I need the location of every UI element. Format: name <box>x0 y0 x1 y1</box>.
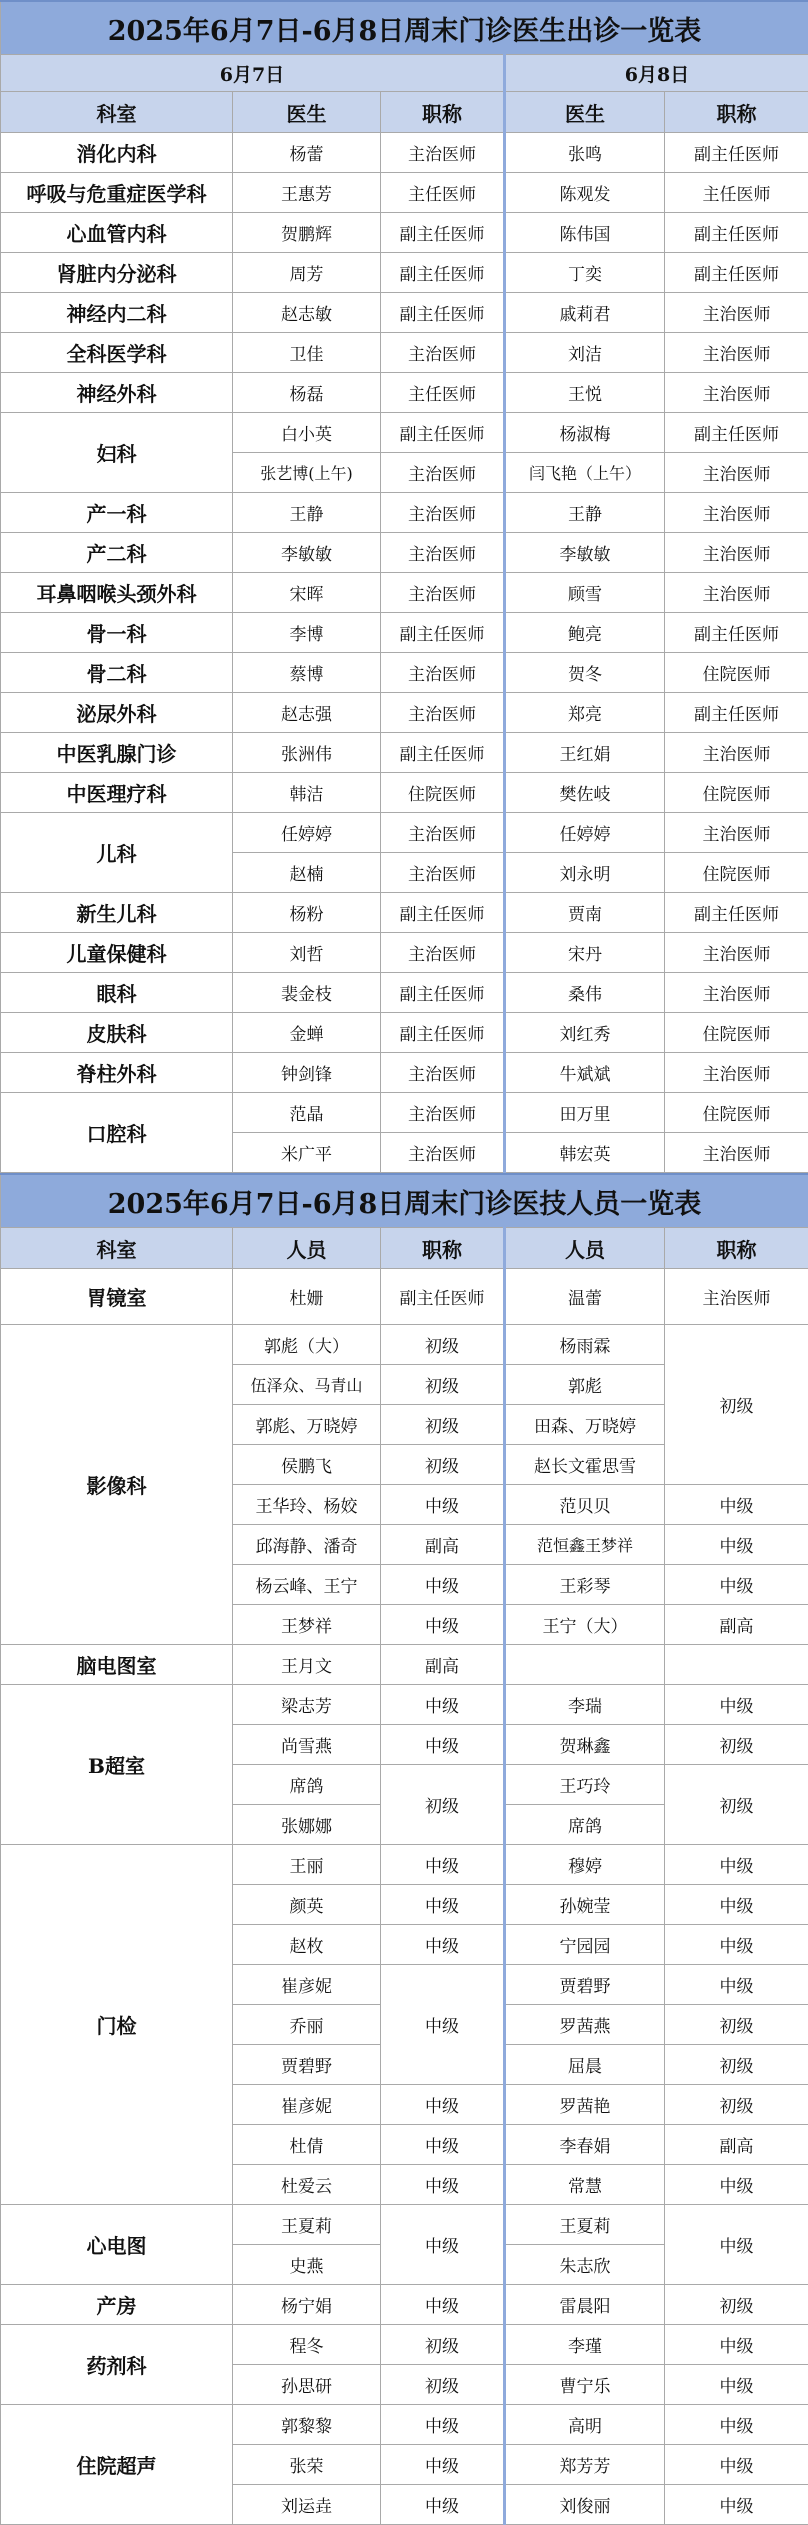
person-cell: 程冬 <box>233 2325 381 2365</box>
doctor-cell: 陈观发 <box>505 173 665 213</box>
person-cell: 王巧玲 <box>505 1765 665 1805</box>
title-cell: 中级 <box>381 1965 505 2085</box>
person-cell: 范贝贝 <box>505 1485 665 1525</box>
doctor-cell: 周芳 <box>233 253 381 293</box>
header-title: 职称 <box>381 1228 505 1269</box>
person-cell: 王丽 <box>233 1845 381 1885</box>
dept-cell: 影像科 <box>1 1325 233 1645</box>
doctor-cell: 张艺博(上午) <box>233 453 381 493</box>
person-cell: 邱海静、潘奇 <box>233 1525 381 1565</box>
doctor-cell: 王静 <box>505 493 665 533</box>
title-cell: 主治医师 <box>381 813 505 853</box>
title-cell: 主治医师 <box>381 133 505 173</box>
dept-cell: 呼吸与危重症医学科 <box>1 173 233 213</box>
title-cell: 初级 <box>381 1325 505 1365</box>
title-cell: 主治医师 <box>381 533 505 573</box>
person-cell: 乔丽 <box>233 2005 381 2045</box>
doctor-cell: 杨磊 <box>233 373 381 413</box>
person-cell: 席鸽 <box>233 1765 381 1805</box>
title-cell: 初级 <box>381 1765 505 1845</box>
person-cell: 王梦祥 <box>233 1605 381 1645</box>
title-cell: 主治医师 <box>665 733 808 773</box>
title-cell: 主任医师 <box>381 373 505 413</box>
title-cell: 中级 <box>381 2485 505 2525</box>
dept-cell: 骨二科 <box>1 653 233 693</box>
title-cell: 中级 <box>665 1685 808 1725</box>
person-cell: 杜姗 <box>233 1269 381 1325</box>
title-cell: 中级 <box>381 1885 505 1925</box>
person-cell: 常慧 <box>505 2165 665 2205</box>
doctor-cell: 钟剑锋 <box>233 1053 381 1093</box>
header-doctor-2: 医生 <box>505 92 665 133</box>
doctor-cell: 闫飞艳（上午） <box>505 453 665 493</box>
person-cell: 李瑞 <box>505 1685 665 1725</box>
title-cell: 主治医师 <box>381 933 505 973</box>
title-cell: 初级 <box>665 1325 808 1485</box>
doctor-cell: 任婷婷 <box>233 813 381 853</box>
title-cell: 主治医师 <box>665 933 808 973</box>
technician-schedule-table <box>0 1173 808 2525</box>
dept-cell: 泌尿外科 <box>1 693 233 733</box>
person-cell: 席鸽 <box>505 1805 665 1845</box>
table2-body <box>1 1269 808 2525</box>
dept-cell: 肾脏内分泌科 <box>1 253 233 293</box>
person-cell: 赵枚 <box>233 1925 381 1965</box>
person-cell: 杜倩 <box>233 2125 381 2165</box>
title-cell: 中级 <box>665 2165 808 2205</box>
person-cell: 雷晨阳 <box>505 2285 665 2325</box>
doctor-cell: 白小英 <box>233 413 381 453</box>
title-cell: 主治医师 <box>665 333 808 373</box>
table1-title: 2025年6月7日-6月8日周末门诊医生出诊一览表 <box>1 1 808 55</box>
doctor-cell: 任婷婷 <box>505 813 665 853</box>
title-cell: 住院医师 <box>665 773 808 813</box>
header-title-2: 职称 <box>665 92 808 133</box>
doctor-cell: 刘哲 <box>233 933 381 973</box>
title-cell: 副主任医师 <box>381 253 505 293</box>
person-cell: 孙思研 <box>233 2365 381 2405</box>
dept-cell: 中医理疗科 <box>1 773 233 813</box>
title-cell: 主治医师 <box>665 373 808 413</box>
dept-cell: 门检 <box>1 1845 233 2205</box>
doctor-cell: 杨淑梅 <box>505 413 665 453</box>
person-cell: 范恒鑫王梦祥 <box>505 1525 665 1565</box>
header-dept: 科室 <box>1 1228 233 1269</box>
title-cell: 副主任医师 <box>665 213 808 253</box>
doctor-cell: 贺鹏辉 <box>233 213 381 253</box>
person-cell: 郭彪（大） <box>233 1325 381 1365</box>
title-cell: 中级 <box>665 1845 808 1885</box>
title-cell: 主治医师 <box>381 1133 505 1173</box>
doctor-cell: 王静 <box>233 493 381 533</box>
dept-cell: 住院超声 <box>1 2405 233 2525</box>
title-cell: 住院医师 <box>665 1093 808 1133</box>
title-cell: 中级 <box>665 1885 808 1925</box>
title-cell: 初级 <box>665 2005 808 2045</box>
doctor-cell: 金蝉 <box>233 1013 381 1053</box>
title-cell: 中级 <box>381 2205 505 2285</box>
title-cell: 中级 <box>381 1685 505 1725</box>
person-cell: 高明 <box>505 2405 665 2445</box>
title-cell: 主治医师 <box>665 573 808 613</box>
doctor-cell: 戚莉君 <box>505 293 665 333</box>
person-cell: 朱志欣 <box>505 2245 665 2285</box>
doctor-cell: 赵志敏 <box>233 293 381 333</box>
person-cell: 李春娟 <box>505 2125 665 2165</box>
doctor-cell: 韩宏英 <box>505 1133 665 1173</box>
doctor-cell: 郑亮 <box>505 693 665 733</box>
person-cell: 崔彦妮 <box>233 2085 381 2125</box>
title-cell: 主治医师 <box>665 293 808 333</box>
person-cell: 田森、万晓婷 <box>505 1405 665 1445</box>
person-cell: 王彩琴 <box>505 1565 665 1605</box>
person-cell: 杨云峰、王宁 <box>233 1565 381 1605</box>
doctor-cell: 王惠芳 <box>233 173 381 213</box>
dept-cell: 口腔科 <box>1 1093 233 1173</box>
title-cell: 住院医师 <box>665 853 808 893</box>
title-cell: 副主任医师 <box>665 693 808 733</box>
date-june-7: 6月7日 <box>1 55 505 92</box>
dept-cell: 胃镜室 <box>1 1269 233 1325</box>
doctor-cell: 陈伟国 <box>505 213 665 253</box>
title-cell: 住院医师 <box>665 653 808 693</box>
dept-cell: 全科医学科 <box>1 333 233 373</box>
dept-cell: 心血管内科 <box>1 213 233 253</box>
dept-cell: 产二科 <box>1 533 233 573</box>
title-cell: 住院医师 <box>381 773 505 813</box>
person-cell: 侯鹏飞 <box>233 1445 381 1485</box>
title-cell: 中级 <box>381 1845 505 1885</box>
doctor-cell: 韩洁 <box>233 773 381 813</box>
doctor-cell: 田万里 <box>505 1093 665 1133</box>
doctor-cell: 范晶 <box>233 1093 381 1133</box>
title-cell: 主治医师 <box>381 693 505 733</box>
doctor-cell: 樊佐岐 <box>505 773 665 813</box>
doctor-cell: 顾雪 <box>505 573 665 613</box>
doctor-cell: 王悦 <box>505 373 665 413</box>
header-title-2: 职称 <box>665 1228 808 1269</box>
doctor-cell: 杨粉 <box>233 893 381 933</box>
person-cell: 杨雨霖 <box>505 1325 665 1365</box>
title-cell: 主治医师 <box>381 853 505 893</box>
doctor-cell: 宋晖 <box>233 573 381 613</box>
doctor-cell: 卫佳 <box>233 333 381 373</box>
title-cell: 中级 <box>665 2405 808 2445</box>
title-cell: 副主任医师 <box>381 733 505 773</box>
dept-cell: 脊柱外科 <box>1 1053 233 1093</box>
title-cell: 主任医师 <box>665 173 808 213</box>
title-cell: 副主任医师 <box>665 133 808 173</box>
title-cell: 中级 <box>381 1925 505 1965</box>
doctor-cell: 王红娟 <box>505 733 665 773</box>
title-cell: 中级 <box>665 2445 808 2485</box>
title-cell: 初级 <box>665 2045 808 2085</box>
person-cell: 伍泽众、马青山 <box>233 1365 381 1405</box>
title-cell: 中级 <box>381 2125 505 2165</box>
title-cell: 中级 <box>381 2405 505 2445</box>
title-cell: 副主任医师 <box>381 293 505 333</box>
doctor-cell: 桑伟 <box>505 973 665 1013</box>
title-cell: 副主任医师 <box>381 213 505 253</box>
dept-cell: 药剂科 <box>1 2325 233 2405</box>
title-cell: 主治医师 <box>381 573 505 613</box>
doctor-cell: 李敏敏 <box>233 533 381 573</box>
dept-cell: 新生儿科 <box>1 893 233 933</box>
doctor-cell: 刘洁 <box>505 333 665 373</box>
doctor-cell: 米广平 <box>233 1133 381 1173</box>
title-cell: 主治医师 <box>381 333 505 373</box>
title-cell: 主治医师 <box>665 813 808 853</box>
title-cell: 中级 <box>665 2485 808 2525</box>
person-cell: 张娜娜 <box>233 1805 381 1845</box>
header-dept: 科室 <box>1 92 233 133</box>
person-cell: 王月文 <box>233 1645 381 1685</box>
title-cell: 副主任医师 <box>381 613 505 653</box>
dept-cell: 产房 <box>1 2285 233 2325</box>
person-cell: 罗茜燕 <box>505 2005 665 2045</box>
person-cell: 郑芳芳 <box>505 2445 665 2485</box>
title-cell: 主治医师 <box>665 533 808 573</box>
dept-cell: 骨一科 <box>1 613 233 653</box>
doctor-cell: 蔡博 <box>233 653 381 693</box>
person-cell: 杨宁娟 <box>233 2285 381 2325</box>
person-cell: 杜爱云 <box>233 2165 381 2205</box>
title-cell: 初级 <box>665 1725 808 1765</box>
person-cell: 宁园园 <box>505 1925 665 1965</box>
title-cell: 副高 <box>381 1645 505 1685</box>
title-cell: 主治医师 <box>381 493 505 533</box>
title-cell: 副主任医师 <box>381 893 505 933</box>
person-cell: 贺琳鑫 <box>505 1725 665 1765</box>
title-cell <box>665 1645 808 1685</box>
title-cell: 中级 <box>665 1965 808 2005</box>
dept-cell: 神经外科 <box>1 373 233 413</box>
person-cell: 张荣 <box>233 2445 381 2485</box>
title-cell: 副高 <box>665 2125 808 2165</box>
dept-cell: 神经内二科 <box>1 293 233 333</box>
title-cell: 初级 <box>665 2285 808 2325</box>
person-cell: 罗茜艳 <box>505 2085 665 2125</box>
person-cell: 孙婉莹 <box>505 1885 665 1925</box>
header-title: 职称 <box>381 92 505 133</box>
title-cell: 中级 <box>665 1525 808 1565</box>
doctor-cell: 杨蕾 <box>233 133 381 173</box>
doctor-cell: 裴金枝 <box>233 973 381 1013</box>
title-cell: 中级 <box>381 2445 505 2485</box>
title-cell: 中级 <box>665 1565 808 1605</box>
title-cell: 中级 <box>381 1725 505 1765</box>
dept-cell: 耳鼻咽喉头颈外科 <box>1 573 233 613</box>
doctor-cell: 赵楠 <box>233 853 381 893</box>
person-cell: 尚雪燕 <box>233 1725 381 1765</box>
person-cell: 刘运垚 <box>233 2485 381 2525</box>
person-cell: 郭彪 <box>505 1365 665 1405</box>
person-cell: 温蕾 <box>505 1269 665 1325</box>
title-cell: 初级 <box>381 1445 505 1485</box>
title-cell: 副主任医师 <box>665 253 808 293</box>
title-cell: 初级 <box>381 2365 505 2405</box>
title-cell: 主治医师 <box>665 1269 808 1325</box>
person-cell: 王华玲、杨姣 <box>233 1485 381 1525</box>
doctor-cell: 贾南 <box>505 893 665 933</box>
title-cell: 中级 <box>381 1605 505 1645</box>
title-cell: 副主任医师 <box>381 973 505 1013</box>
title-cell: 副主任医师 <box>665 413 808 453</box>
title-cell: 主治医师 <box>381 453 505 493</box>
title-cell: 主治医师 <box>665 973 808 1013</box>
title-cell: 副主任医师 <box>381 413 505 453</box>
doctor-cell: 刘红秀 <box>505 1013 665 1053</box>
title-cell: 副高 <box>381 1525 505 1565</box>
dept-cell: 心电图 <box>1 2205 233 2285</box>
title-cell: 中级 <box>665 2365 808 2405</box>
dept-cell: 脑电图室 <box>1 1645 233 1685</box>
person-cell: 穆婷 <box>505 1845 665 1885</box>
person-cell: 王宁（大） <box>505 1605 665 1645</box>
doctor-cell: 刘永明 <box>505 853 665 893</box>
dept-cell: 中医乳腺门诊 <box>1 733 233 773</box>
title-cell: 主治医师 <box>665 1053 808 1093</box>
dept-cell: 儿童保健科 <box>1 933 233 973</box>
title-cell: 主治医师 <box>381 1093 505 1133</box>
title-cell: 中级 <box>381 1485 505 1525</box>
person-cell: 王夏莉 <box>233 2205 381 2245</box>
doctor-cell: 赵志强 <box>233 693 381 733</box>
dept-cell: 眼科 <box>1 973 233 1013</box>
dept-cell: 儿科 <box>1 813 233 893</box>
title-cell: 初级 <box>665 1765 808 1845</box>
doctor-cell: 张鸣 <box>505 133 665 173</box>
title-cell: 初级 <box>381 1405 505 1445</box>
header-person-2: 人员 <box>505 1228 665 1269</box>
doctor-cell: 李博 <box>233 613 381 653</box>
title-cell: 主任医师 <box>381 173 505 213</box>
dept-cell: 产一科 <box>1 493 233 533</box>
date-june-8: 6月8日 <box>505 55 808 92</box>
dept-cell: 消化内科 <box>1 133 233 173</box>
person-cell: 颜英 <box>233 1885 381 1925</box>
title-cell: 中级 <box>381 1565 505 1605</box>
title-cell: 主治医师 <box>665 1133 808 1173</box>
person-cell: 屈晨 <box>505 2045 665 2085</box>
person-cell: 郭黎黎 <box>233 2405 381 2445</box>
title-cell: 副高 <box>665 1605 808 1645</box>
doctor-cell: 李敏敏 <box>505 533 665 573</box>
person-cell: 贾碧野 <box>233 2045 381 2085</box>
dept-cell: 皮肤科 <box>1 1013 233 1053</box>
title-cell: 中级 <box>665 2325 808 2365</box>
person-cell: 崔彦妮 <box>233 1965 381 2005</box>
title-cell: 主治医师 <box>665 453 808 493</box>
title-cell: 中级 <box>381 2285 505 2325</box>
doctor-cell: 贺冬 <box>505 653 665 693</box>
dept-cell: B超室 <box>1 1685 233 1845</box>
title-cell: 中级 <box>665 2205 808 2285</box>
table1-body <box>1 133 808 1173</box>
person-cell: 曹宁乐 <box>505 2365 665 2405</box>
person-cell: 刘俊丽 <box>505 2485 665 2525</box>
title-cell: 初级 <box>381 1365 505 1405</box>
doctor-cell: 张洲伟 <box>233 733 381 773</box>
title-cell: 主治医师 <box>381 1053 505 1093</box>
person-cell: 郭彪、万晓婷 <box>233 1405 381 1445</box>
doctor-cell: 鲍亮 <box>505 613 665 653</box>
doctor-cell: 宋丹 <box>505 933 665 973</box>
doctor-cell: 丁奕 <box>505 253 665 293</box>
doctor-schedule-table <box>0 0 808 1173</box>
title-cell: 中级 <box>381 2165 505 2205</box>
title-cell: 初级 <box>381 2325 505 2365</box>
person-cell: 赵长文霍思雪 <box>505 1445 665 1485</box>
title-cell: 初级 <box>665 2085 808 2125</box>
header-doctor: 医生 <box>233 92 381 133</box>
title-cell: 主治医师 <box>665 493 808 533</box>
title-cell: 副主任医师 <box>381 1269 505 1325</box>
title-cell: 住院医师 <box>665 1013 808 1053</box>
header-person: 人员 <box>233 1228 381 1269</box>
doctor-cell: 牛斌斌 <box>505 1053 665 1093</box>
title-cell: 中级 <box>381 2085 505 2125</box>
person-cell: 贾碧野 <box>505 1965 665 2005</box>
title-cell: 中级 <box>665 1925 808 1965</box>
title-cell: 副主任医师 <box>665 613 808 653</box>
person-cell: 梁志芳 <box>233 1685 381 1725</box>
person-cell: 史燕 <box>233 2245 381 2285</box>
title-cell: 中级 <box>665 1485 808 1525</box>
person-cell: 李瑾 <box>505 2325 665 2365</box>
dept-cell: 妇科 <box>1 413 233 493</box>
title-cell: 副主任医师 <box>665 893 808 933</box>
table2-title: 2025年6月7日-6月8日周末门诊医技人员一览表 <box>1 1174 808 1228</box>
person-cell <box>505 1645 665 1685</box>
person-cell: 王夏莉 <box>505 2205 665 2245</box>
title-cell: 副主任医师 <box>381 1013 505 1053</box>
title-cell: 主治医师 <box>381 653 505 693</box>
